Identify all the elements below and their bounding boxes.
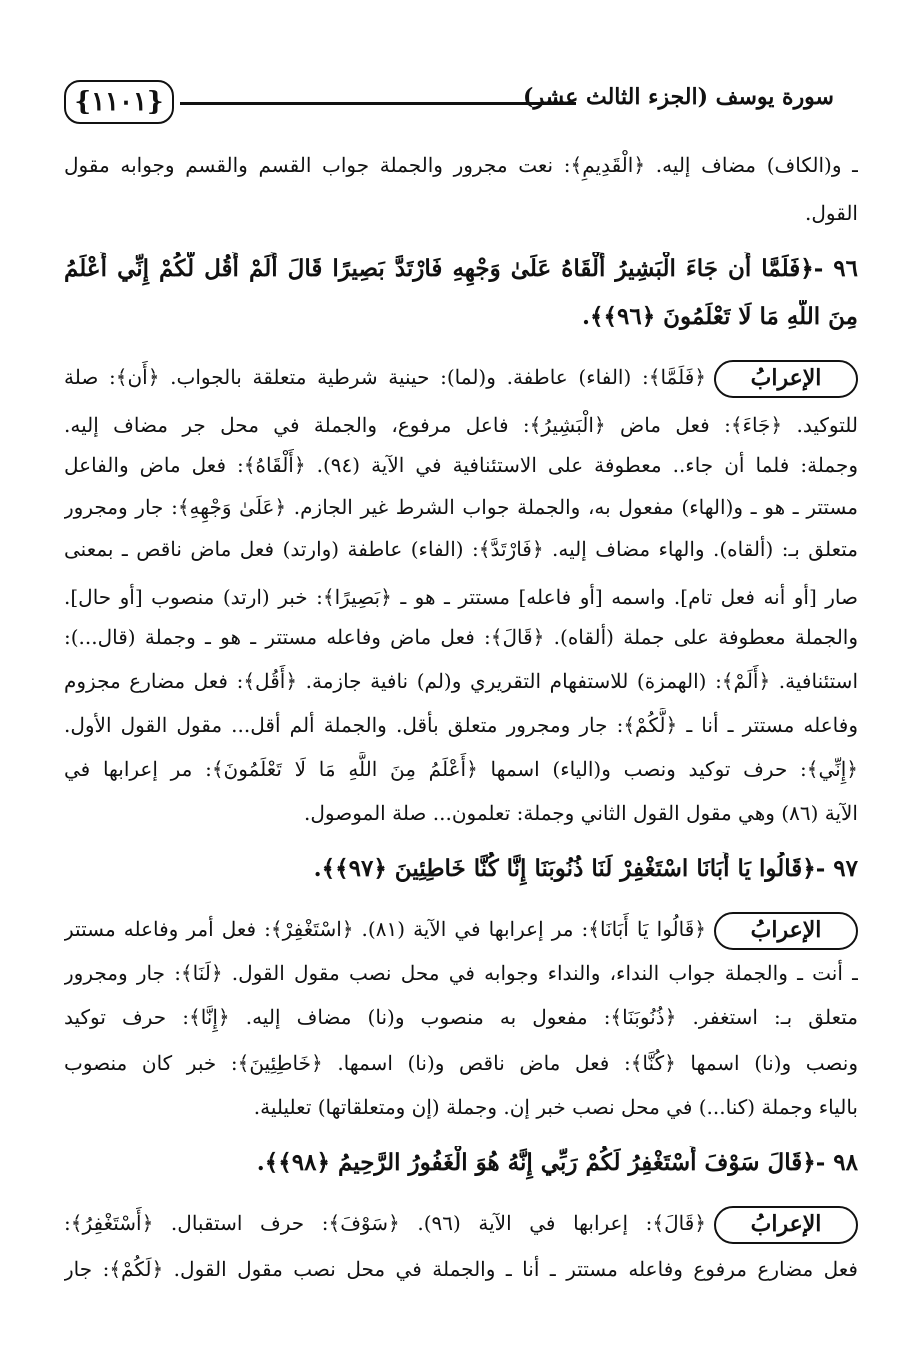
irab-badge: الإعرابُ [714, 912, 858, 950]
text-line: الآية (٨٦) وهي مقول القول الثاني وجملة: تعلمون... صلة الموصول. [303, 801, 858, 825]
text-line: والجملة معطوفة على جملة (ألقاه). ﴿قَالَ﴾: فعل ماض وفاعله مستتر ـ هو ـ وجملة (قال...): [64, 625, 858, 649]
irab-badge: الإعرابُ [714, 360, 858, 398]
page-header [64, 74, 834, 130]
text-line: ﴿فَلَمَّا﴾: (الفاء) عاطفة. و(لما): حينية شرطية متعلقة بالجواب. ﴿أَن﴾: صلة [64, 365, 706, 389]
text-line: وفاعله مستتر ـ أنا ـ ﴿لَّكُمْ﴾: جار ومجرور متعلق بأقل. والجملة ألم أقل... مقول القول الأول. [64, 713, 858, 737]
text-line: متعلق بـ: استغفر. ﴿ذُنُوبَنَا﴾: مفعول به منصوب و(نا) مضاف إليه. ﴿إِنَّا﴾: حرف توكيد [64, 1005, 858, 1029]
text-line: استئنافية. ﴿أَلَمْ﴾: (الهمزة) للاستفهام التقريري و(لم) نافية جازمة. ﴿أَقُل﴾: فعل مضارع مجزوم [64, 669, 858, 693]
page-number: {١١٠١} [64, 80, 174, 124]
text-line: فعل مضارع مرفوع وفاعله مستتر ـ أنا ـ والجملة في محل نصب مقول القول. ﴿لَكُمْ﴾: جار [64, 1257, 858, 1281]
text-line: ﴿إِنِّي﴾: حرف توكيد ونصب و(الياء) اسمها ﴿أَعْلَمُ مِنَ اللَّهِ مَا لَا تَعْلَمُونَ﴾: مر إعرابها في [64, 757, 858, 781]
text-line: صار [أو أنه فعل تام]. واسمه [أو فاعله] مستتر ـ هو ـ ﴿بَصِيرًا﴾: خبر (ارتد) منصوب [أو حال]. [64, 585, 858, 609]
text-line: ـ و(الكاف) مضاف إليه. ﴿الْقَدِيمِ﴾: نعت مجرور والجملة جواب القسم والقسم وجوابه مقول [64, 153, 858, 177]
header-title: سورة يوسف (الجزء الثالث عشر) [523, 84, 834, 110]
text-line: ونصب و(نا) اسمها ﴿كُنَّا﴾: فعل ماض ناقص و(نا) اسمها. ﴿خَاطِئِينَ﴾: خبر كان منصوب [64, 1051, 858, 1075]
verse-line: ٩٨ -﴿قَالَ سَوْفَ أَسْتَغْفِرُ لَكُمْ رَبِّي إِنَّهُ هُوَ الْغَفُورُ الرَّحِيمُ ﴿٩٨﴾﴾. [256, 1149, 858, 1176]
verse-line: مِنَ اللَّهِ مَا لَا تَعْلَمُونَ ﴿٩٦﴾﴾. [582, 303, 858, 330]
text-line: ﴿قَالَ﴾: إعرابها في الآية (٩٦). ﴿سَوْفَ﴾: حرف استقبال. ﴿أَسْتَغْفِرُ﴾: [64, 1211, 706, 1235]
irab-badge: الإعرابُ [714, 1206, 858, 1244]
header-rule [180, 102, 576, 105]
text-line: مستتر ـ هو ـ و(الهاء) مفعول به، والجملة جواب الشرط غير الجازم. ﴿عَلَىٰ وَجْهِهِ﴾: جار ومجرور [64, 495, 858, 519]
verse-line: ٩٧ -﴿قَالُوا يَا أَبَانَا اسْتَغْفِرْ لَنَا ذُنُوبَنَا إِنَّا كُنَّا خَاطِئِينَ ﴿٩٧﴾﴾. [313, 855, 858, 882]
text-line: القول. [805, 201, 858, 225]
text-line: بالياء وجملة (كنا...) في محل نصب خبر إن. وجملة (إن ومتعلقاتها) تعليلية. [253, 1095, 858, 1119]
text-line: ﴿قَالُوا يَا أَبَانَا﴾: مر إعرابها في الآية (٨١). ﴿اسْتَغْفِرْ﴾: فعل أمر وفاعله مستتر [64, 917, 706, 941]
text-line: للتوكيد. ﴿جَاءَ﴾: فعل ماض ﴿الْبَشِيرُ﴾: فاعل مرفوع، والجملة في محل جر مضاف إليه. [64, 413, 858, 437]
text-line: متعلق بـ: (ألقاه). والهاء مضاف إليه. ﴿فَارْتَدَّ﴾: (الفاء) عاطفة (وارتد) فعل ماض ناقص ـ بمعنى [64, 537, 858, 561]
text-line: ـ أنت ـ والجملة جواب النداء، والنداء وجوابه في محل نصب مقول القول. ﴿لَنَا﴾: جار ومجرور [64, 961, 858, 985]
text-line: وجملة: فلما أن جاء.. معطوفة على الاستئنافية في الآية (٩٤). ﴿أَلْقَاهُ﴾: فعل ماض والفاعل [64, 453, 858, 477]
verse-line: ٩٦ -﴿فَلَمَّا أَن جَاءَ الْبَشِيرُ أَلْقَاهُ عَلَىٰ وَجْهِهِ فَارْتَدَّ بَصِيرًا قَالَ أَلَمْ أَقُل لَّكُمْ إِنِّي أَعْلَمُ [64, 255, 858, 282]
